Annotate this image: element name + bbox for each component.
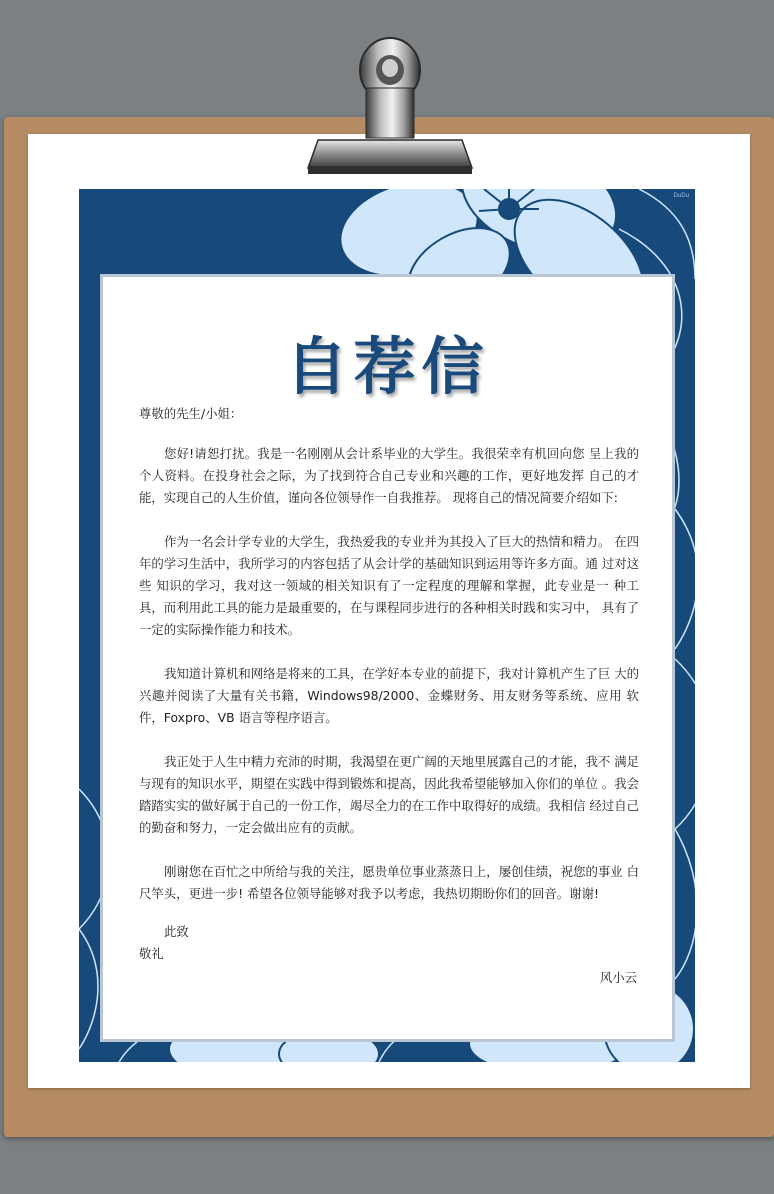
closing-line-2: 敬礼 [139,946,164,961]
letter-paragraph: 我正处于人生中精力充沛的时期，我渴望在更广阔的天地里展露自己的才能，我不 满足与现有的知识水平，期望在实践中得到锻炼和提高，因此我希望能够加入你们的单位 。我会踏踏实实的做好属于自己的一份工作，竭尽全力的在工作中取得好的成绩。我相信 经过自己的勤奋和努力，一定会做出应有的贡献。 [139,754,639,835]
letter-paragraph: 作为一名会计学专业的大学生，我热爱我的专业并为其投入了巨大的热情和精力。 在四年的学习生活中，我所学习的内容包括了从会计学的基础知识到运用等许多方面。通 过对这些 知识的学习，我对这一领域的相关知识有了一定程度的理解和掌握，此专业是一 种工具，而利用此工具的能力是最重要的，在与课程同步进行的各种相关时践和实习中， 具有了一定的实际操作能力和技术。 [139,534,639,637]
letter-paragraph: 刚谢您在百忙之中所给与我的关注，愿贵单位事业蒸蒸日上，屡创佳绩，祝您的事业 白尺竿头，更进一步! 希望各位领导能够对我予以考虑，我热切期盼你们的回音。谢谢! [139,864,639,901]
template-brand: DuDu [673,193,689,199]
letter-paragraph: 您好!请恕打扰。我是一名刚刚从会计系毕业的大学生。我很荣幸有机回向您 呈上我的个人资料。在投身社会之际，为了找到符合自己专业和兴趣的工作，更好地发挥 自己的才能，实现自己的人生价值，谨向各位领导作一自我推荐。 现将自己的情况简要介绍如下: [139,446,639,505]
letter-body [139,403,639,989]
letter-title: 自荐信 [285,330,490,403]
closing-line-1: 此致 [164,924,189,939]
letter-panel [100,274,675,1042]
letter-paragraph: 我知道计算机和网络是将来的工具，在学好本专业的前提下，我对计算机产生了巨 大的兴趣并阅读了大量有关书籍，Windows98/2000、金蝶财务、用友财务等系统、应用 软件，Foxpro、VB 语言等程序语言。 [139,666,639,725]
letter-salutation: 尊敬的先生/小姐： [139,406,243,421]
binder-clip-icon [300,28,480,178]
signature: 风小云 [599,970,637,985]
